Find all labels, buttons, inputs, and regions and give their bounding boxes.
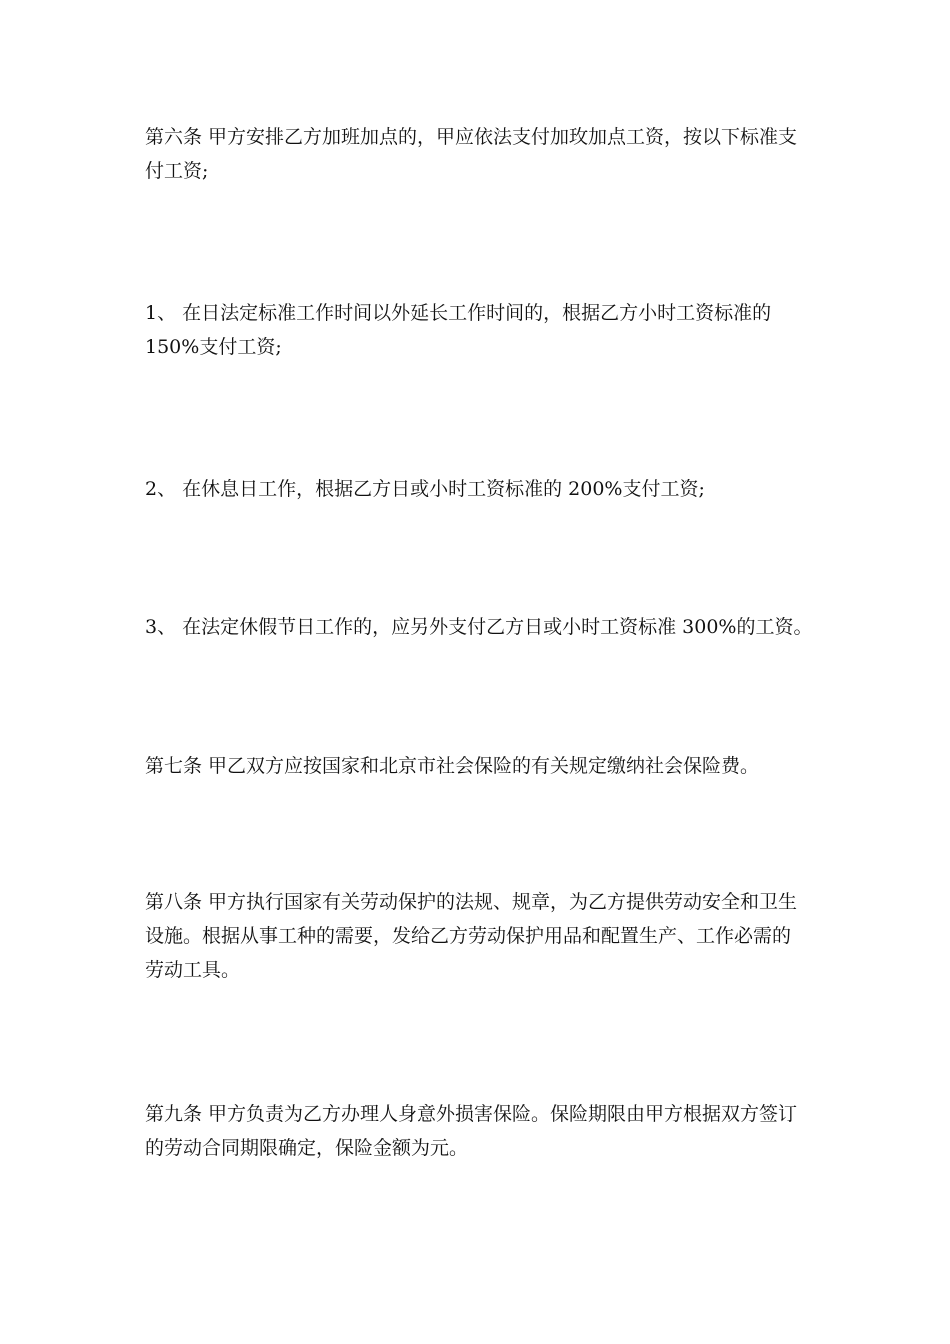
paragraph-line: 2、 在休息日工作，根据乙方日或小时工资标准的 200%支付工资; — [145, 478, 705, 500]
article-7-paragraph — [145, 749, 813, 783]
paragraph-line: 付工资; — [145, 160, 209, 182]
paragraph-line: 劳动工具。 — [145, 959, 241, 981]
paragraph-line: 1、 在日法定标准工作时间以外延长工作时间的，根据乙方小时工资标准的 — [145, 302, 772, 324]
paragraph-line: 设施。根据从事工种的需要，发给乙方劳动保护用品和配置生产、工作必需的 — [145, 925, 792, 947]
paragraph-line: 3、 在法定休假节日工作的，应另外支付乙方日或小时工资标准 300%的工资。 — [145, 616, 813, 638]
paragraph-line: 的劳动合同期限确定，保险金额为元。 — [145, 1137, 469, 1159]
paragraph-line: 150%支付工资; — [145, 336, 282, 358]
overtime-item-3 — [145, 610, 813, 644]
overtime-item-2 — [145, 472, 813, 506]
paragraph-line: 第八条 甲方执行国家有关劳动保护的法规、规章，为乙方提供劳动安全和卫生 — [145, 891, 798, 913]
article-6-paragraph — [145, 120, 813, 188]
paragraph-line: 第九条 甲方负责为乙方办理人身意外损害保险。保险期限由甲方根据双方签订 — [145, 1103, 798, 1125]
article-9-paragraph — [145, 1097, 813, 1165]
paragraph-line: 第七条 甲乙双方应按国家和北京市社会保险的有关规定缴纳社会保险费。 — [145, 755, 760, 777]
article-8-paragraph — [145, 885, 813, 987]
paragraph-line: 第六条 甲方安排乙方加班加点的，甲应依法支付加玫加点工资，按以下标准支 — [145, 126, 798, 148]
overtime-item-1 — [145, 296, 813, 364]
